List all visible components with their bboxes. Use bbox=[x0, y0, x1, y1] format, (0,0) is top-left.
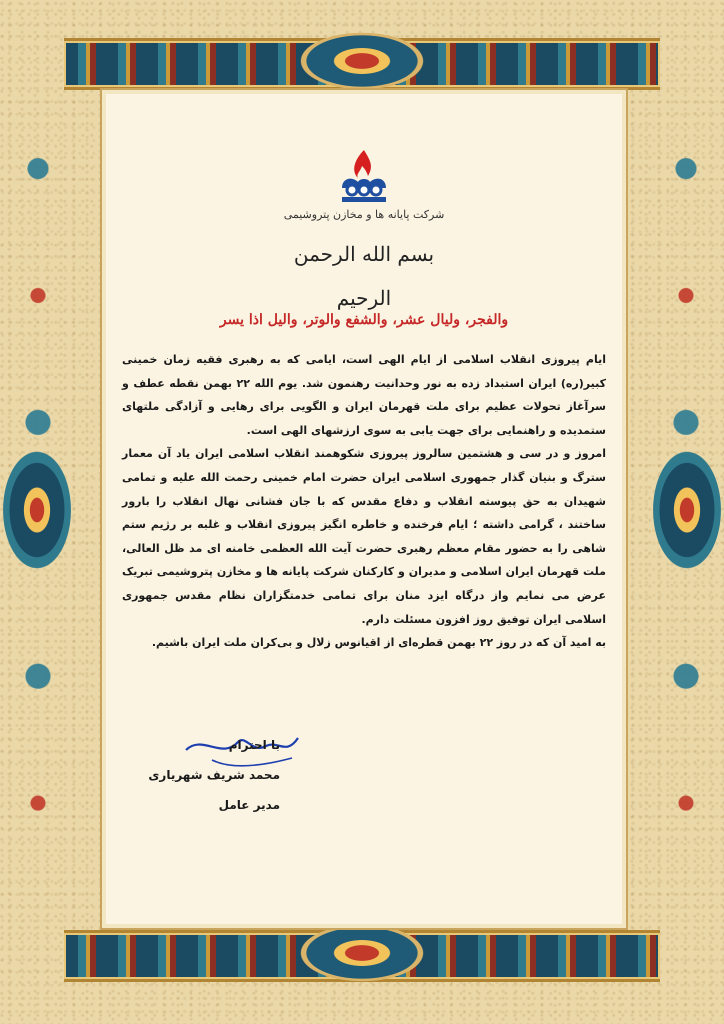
letter-panel bbox=[100, 88, 628, 930]
right-side-medallion bbox=[652, 450, 722, 570]
signer-title: مدیر عامل bbox=[218, 798, 280, 812]
letter-body bbox=[122, 348, 606, 655]
closing-regards: با احترام bbox=[228, 738, 280, 752]
left-side-medallion bbox=[2, 450, 72, 570]
body-paragraph-3: به امید آن که در روز ۲۲ بهمن قطره‌ای از اقیانوس زلال و بی‌کران ملت ایران باشیم. bbox=[151, 636, 606, 650]
body-paragraph-2: امروز و در سی و هشتمین سالروز پیروزی شکوهمند انقلاب اسلامی ایران یاد آن معمار سترگ و بنیان گذار جمهوری اسلامی ایران حضرت امام خمینی رحمت الله علیه و تمامی شهیدان به حق پیوسته انقلاب و دفاع مقدس که با جان فشانی نهال انقلاب را بارور ساختند ، گرامی داشته ؛ ایام فرخنده و خاطره انگیز پیروزی انقلاب و غلبه بر رژیم ستم شاهی را به حضور مقام معظم رهبری حضرت آیت الله العظمی خامنه ای مد ظل العالی، ملت قهرمان ایران اسلامی و مدیران و کارکنان شرکت پایانه ها و مخازن پتروشیمی تبریک عرض می نمایم واز درگاه ایزد منان برای تمامی خدمتگزاران نظام مقدس جمهوری اسلامی ایران توفیق روز افزون مسئلت دارم. bbox=[122, 447, 606, 626]
company-name: شرکت پایانه ها و مخازن پتروشیمی bbox=[283, 208, 445, 221]
top-medallion bbox=[297, 31, 427, 91]
bottom-medallion bbox=[297, 923, 427, 983]
bottom-ornament-band bbox=[64, 930, 660, 982]
closing-block bbox=[120, 730, 280, 820]
quran-verse: والفجر، ولیال عشر، والشفع والوتر، والیل اذا یسر bbox=[219, 312, 509, 328]
top-ornament-band bbox=[64, 38, 660, 90]
company-logo-icon bbox=[334, 148, 394, 206]
basmala: بسم الله الرحمن الرحیم bbox=[293, 242, 435, 310]
body-paragraph-1: ایام پیروزی انقلاب اسلامی از ایام الهی است، ایامی که به رهبری فقیه زمان خمینی کبیر(ره) ایران استبداد زده به نور وحدانیت رهنمون شد. یوم الله ۲۲ بهمن نقطه عطف و سرآغاز تحولات عظیم برای ملت قهرمان ایران و الگویی برای رهایی و آزادگی ملتهای ستمدیده و راهنمایی برای جهت یابی به سوی ارزشهای الهی است. bbox=[122, 353, 606, 437]
signer-name: محمد شریف شهریاری bbox=[148, 768, 280, 782]
